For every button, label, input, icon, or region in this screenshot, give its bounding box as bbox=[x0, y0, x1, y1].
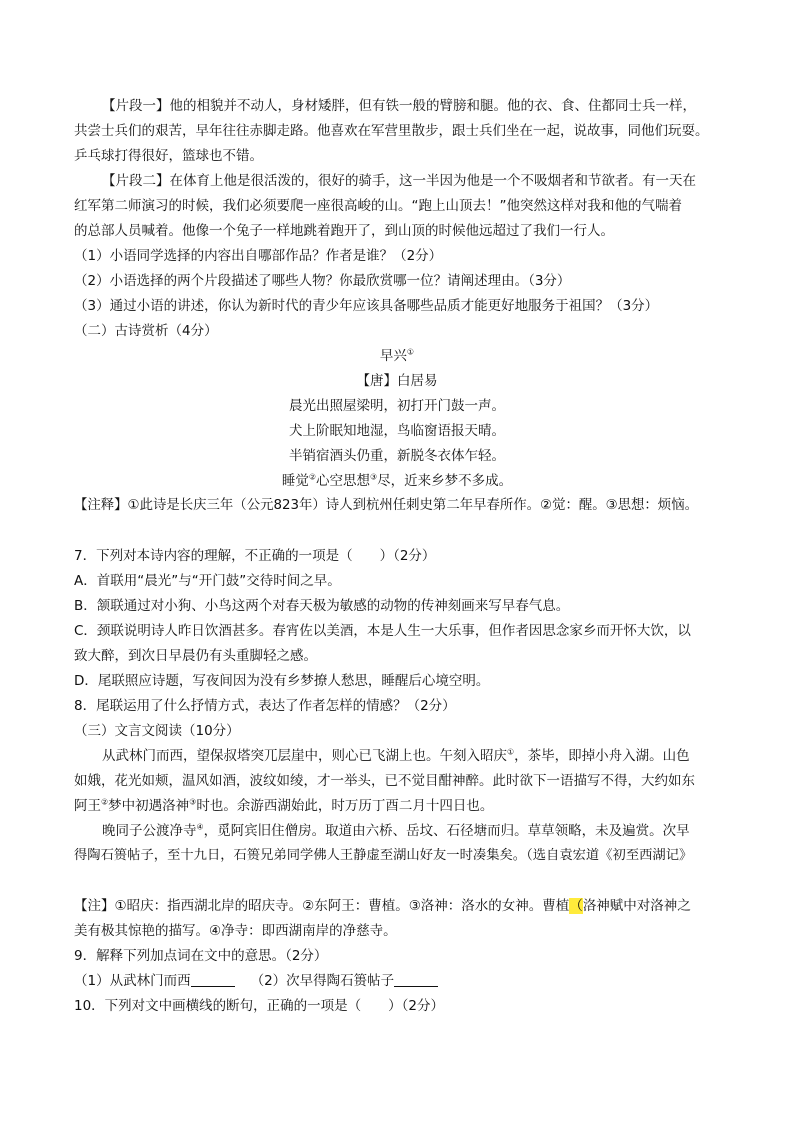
question-1: （1）小语同学选择的内容出自哪部作品？作者是谁？（2分） bbox=[74, 248, 443, 264]
poem-annotation: 【注释】①此诗是长庆三年（公元823年）诗人到杭州任刺史第二年早春所作。②觉：醒。③思想：烦恼。 bbox=[74, 498, 698, 513]
question-7-option-b: B．颔联通过对小狗、小鸟这两个对春天极为敏感的动物的传神刻画来写早春气息。 bbox=[74, 598, 570, 614]
prose-note-line-1: 【注】①昭庆：指西湖北岸的昭庆寺。②东阿王：曹植。③洛神：洛水的女神。曹植（洛神赋中对洛神之 bbox=[74, 898, 691, 914]
question-9-stem: 9．解释下列加点词在文中的意思。（2分） bbox=[74, 948, 328, 964]
question-8: 8．尾联运用了什么抒情方式，表达了作者怎样的情感？（2分） bbox=[74, 698, 456, 714]
poetry-heading: （二）古诗赏析（4分） bbox=[74, 323, 218, 339]
poem-title: 早兴① bbox=[379, 347, 415, 364]
fragment-1-tag: 【片段一】 bbox=[102, 98, 170, 114]
question-7-option-d: D．尾联照应诗题，写夜间因为没有乡梦撩人愁思，睡醒后心境空明。 bbox=[74, 673, 490, 689]
poem-line-3: 半销宿酒头仍重，新脱冬衣体乍轻。 bbox=[289, 448, 505, 464]
question-9-items bbox=[74, 971, 754, 991]
prose-heading: （三）文言文阅读（10分） bbox=[74, 723, 240, 739]
question-7-option-c-line-1: C．颈联说明诗人昨日饮酒甚多。春宵佐以美酒，本是人生一大乐事，但作者因思念家乡而开怀大饮，以 bbox=[74, 623, 691, 639]
answer-blank-2[interactable] bbox=[394, 972, 438, 987]
question-3: （3）通过小语的讲述，你认为新时代的青少年应该具备哪些品质才能更好地服务于祖国？（3分） bbox=[74, 298, 659, 314]
poem-line-1: 晨光出照屋梁明，初打开门鼓一声。 bbox=[289, 398, 505, 414]
fragment-2-line-2: 红军第二师演习的时候，我们必须要爬一座很高峻的山。“跑上山顶去！”他突然这样对我和他的气喘着 bbox=[74, 198, 682, 214]
poem-line-4: 睡觉②心空思想③尽，近来乡梦不多成。 bbox=[281, 472, 513, 489]
question-10: 10．下列对文中画横线的断句，正确的一项是（ ）（2分） bbox=[74, 998, 445, 1014]
fragment-2-line-3: 的总部人员喊着。他像一个兔子一样地跳着跑开了，到山顶的时候他远超过了我们一行人。 bbox=[74, 223, 614, 239]
question-2: （2）小语选择的两个片段描述了哪些人物？你最欣赏哪一位？请阐述理由。（3分） bbox=[74, 273, 571, 289]
poem-line-2: 犬上阶眠知地湿，鸟临窗语报天晴。 bbox=[289, 423, 505, 439]
fragment-1-line-1: 【片段一】他的相貌并不动人，身材矮胖，但有铁一般的臂膀和腿。他的衣、食、住都同士兵一样， bbox=[102, 98, 696, 114]
fragment-1-line-2: 共尝士兵们的艰苦，早年往往赤脚走路。他喜欢在军营里散步，跟士兵们坐在一起，说故事，同他们玩耍。 bbox=[74, 123, 709, 139]
question-7-stem: 7．下列对本诗内容的理解，不正确的一项是（ ）（2分） bbox=[74, 548, 436, 564]
fragment-2-line-1: 【片段二】在体育上他是很活泼的，很好的骑手，这一半因为他是一个不吸烟者和节欲者。有一天在 bbox=[102, 173, 696, 189]
answer-blank-1[interactable] bbox=[191, 972, 235, 987]
prose-p2-line-1: 晚同子公渡净寺④，觅阿宾旧住僧房。取道由六桥、岳坟、石径塘而归。草草领略，未及遍赏。次早 bbox=[102, 822, 690, 839]
fragment-2-tag: 【片段二】 bbox=[102, 173, 170, 189]
question-9-item-1: （1）从武林门而西 bbox=[74, 973, 191, 989]
highlighted-bracket: （ bbox=[569, 898, 583, 914]
question-9-item-2: （2）次早得陶石篑帖子 bbox=[250, 973, 395, 989]
prose-p1-line-2: 如娥，花光如颊，温风如酒，波纹如绫，才一举头，已不觉目酣神醉。此时欲下一语描写不得，大约如东 bbox=[74, 773, 695, 789]
fragment-1-line-3: 乒乓球打得很好，篮球也不错。 bbox=[74, 148, 263, 164]
prose-p1-line-3: 阿王②梦中初遇洛神③时也。余游西湖始此，时万历丁酉二月十四日也。 bbox=[74, 797, 494, 814]
prose-p1-line-1: 从武林门而西，望保叔塔突兀层崖中，则心已飞湖上也。午刻入昭庆①，茶毕，即掉小舟入湖。山色 bbox=[102, 747, 690, 764]
question-7-option-a: A．首联用“晨光”与“开门鼓”交待时间之早。 bbox=[74, 573, 341, 589]
prose-p2-line-2: 得陶石篑帖子，至十九日，石篑兄弟同学佛人王静虚至湖山好友一时凑集矣。（选自袁宏道《初至西湖记》 bbox=[74, 848, 693, 863]
question-7-option-c-line-2: 致大醉，到次日早晨仍有头重脚轻之感。 bbox=[74, 648, 317, 664]
prose-note-line-2: 美有极其惊艳的描写。④净寺：即西湖南岸的净慈寺。 bbox=[74, 923, 397, 939]
poem-author: 【唐】白居易 bbox=[356, 373, 438, 389]
